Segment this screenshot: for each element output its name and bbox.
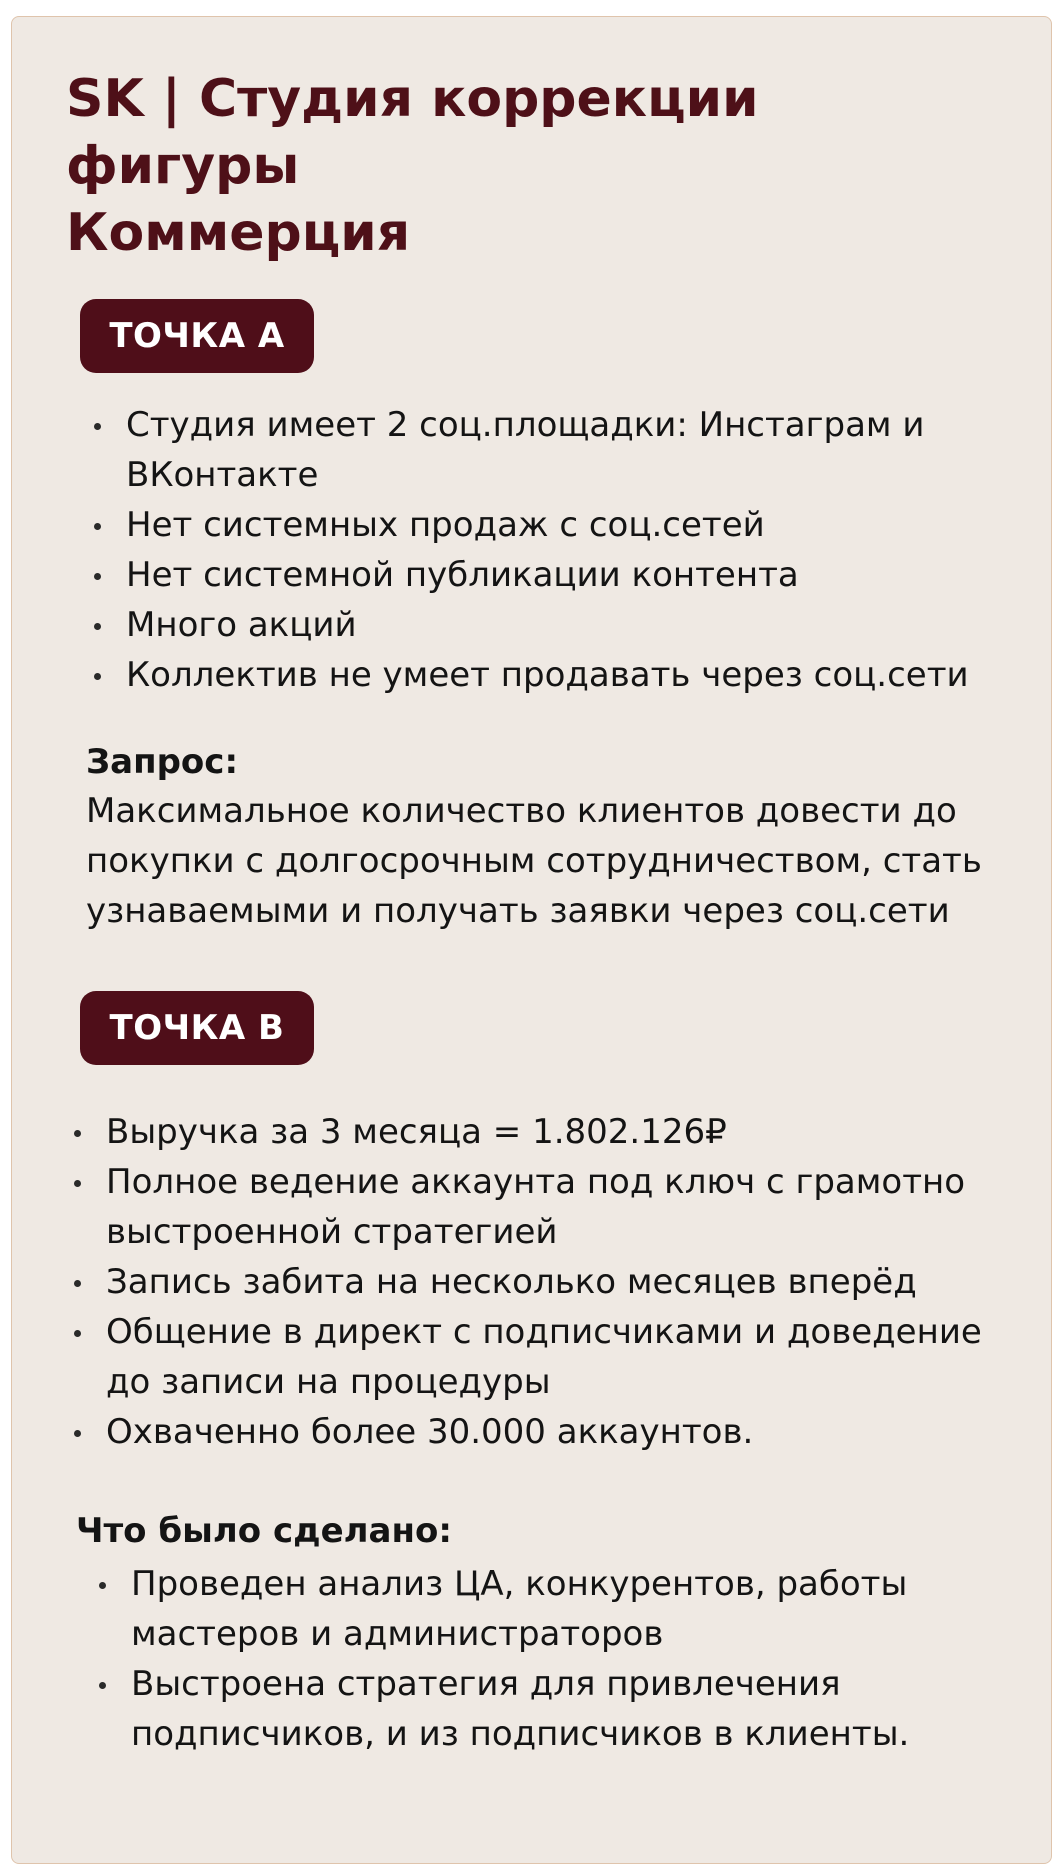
title-line: SK | Студия коррекции <box>66 69 759 129</box>
list-item: Выстроена стратегия для привлечения подписчиков, и из подписчиков в клиенты. <box>91 1659 991 1759</box>
request-label: Запрос: <box>86 742 239 782</box>
list-item: Нет системных продаж с соц.сетей <box>86 500 986 550</box>
title-line: Коммерция <box>66 203 411 263</box>
list-item: Общение в директ с подписчиками и доведение до записи на процедуры <box>66 1307 1026 1407</box>
list-item: Выручка за 3 месяца = 1.802.126₽ <box>66 1107 1026 1157</box>
request-line: Максимальное количество клиентов довести до <box>86 791 957 831</box>
point-a-list <box>86 400 986 700</box>
done-list <box>91 1559 991 1759</box>
list-item: Полное ведение аккаунта под ключ с грамотно выстроенной стратегией <box>66 1157 1026 1257</box>
point-b-list <box>66 1107 1026 1457</box>
done-label: Что было сделано: <box>76 1511 452 1551</box>
point-b-badge: ТОЧКА В <box>80 991 314 1065</box>
request-line: покупки с долгосрочным сотрудничеством, стать <box>86 841 982 881</box>
list-item: Запись забита на несколько месяцев вперёд <box>66 1257 1026 1307</box>
title-line: фигуры <box>66 136 300 196</box>
list-item: Коллектив не умеет продавать через соц.сети <box>86 650 986 700</box>
list-item: Проведен анализ ЦА, конкурентов, работы мастеров и администраторов <box>91 1559 991 1659</box>
page-title <box>66 66 926 267</box>
point-a-badge: ТОЧКА А <box>80 299 314 373</box>
list-item: Студия имеет 2 соц.площадки: Инстаграм и ВКонтакте <box>86 400 986 500</box>
list-item: Много акций <box>86 600 986 650</box>
list-item: Охваченно более 30.000 аккаунтов. <box>66 1407 1026 1457</box>
list-item: Нет системной публикации контента <box>86 550 986 600</box>
request-line: узнаваемыми и получать заявки через соц.сети <box>86 891 950 931</box>
request-text <box>86 786 1026 936</box>
